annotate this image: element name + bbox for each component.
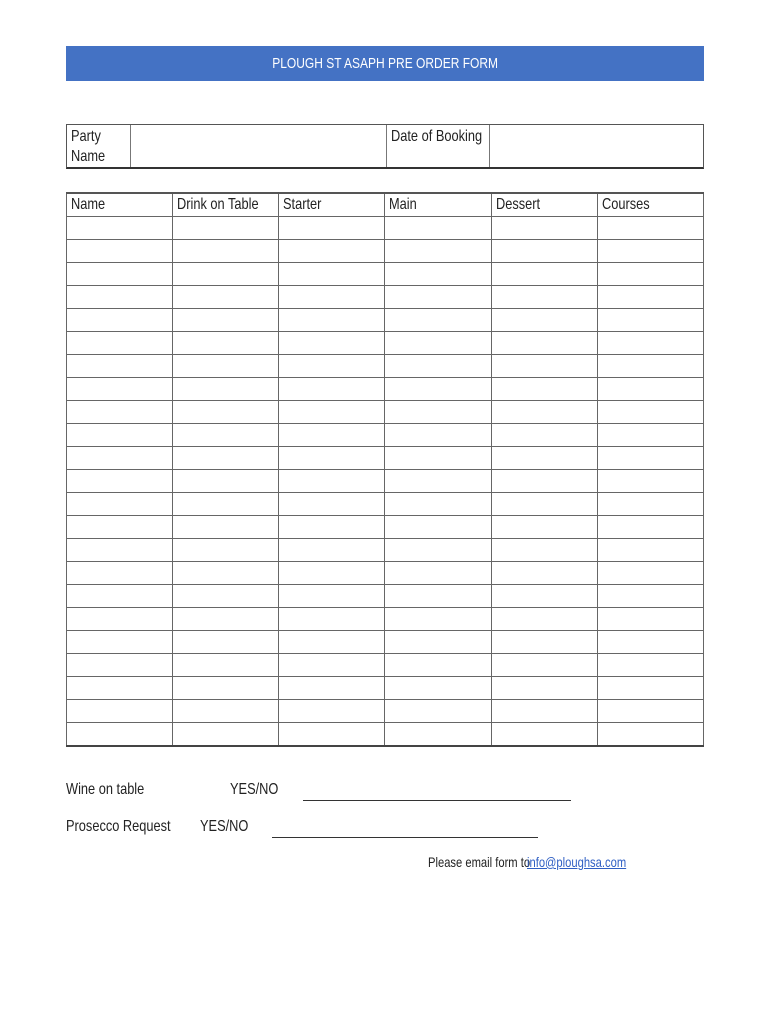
table-cell[interactable]: [173, 286, 279, 309]
column-header: [385, 193, 491, 217]
table-row: [67, 332, 704, 355]
column-header-label: Name: [71, 196, 106, 213]
table-cell[interactable]: [491, 217, 597, 240]
table-cell[interactable]: [491, 608, 597, 631]
table-cell[interactable]: [597, 332, 703, 355]
table-row: [67, 309, 704, 332]
table-cell[interactable]: [597, 378, 703, 401]
wine-label: Wine on table: [66, 781, 145, 798]
column-header: [597, 193, 703, 217]
table-cell[interactable]: [385, 378, 491, 401]
table-cell[interactable]: [385, 539, 491, 562]
prosecco-label: Prosecco Request: [66, 818, 171, 835]
table-cell[interactable]: [67, 263, 173, 286]
table-row: [67, 286, 704, 309]
table-cell[interactable]: [173, 424, 279, 447]
table-cell[interactable]: [491, 585, 597, 608]
table-cell[interactable]: [491, 631, 597, 654]
table-cell[interactable]: [385, 493, 491, 516]
table-row: [67, 240, 704, 263]
table-cell[interactable]: [385, 263, 491, 286]
table-cell[interactable]: [67, 447, 173, 470]
table-cell[interactable]: [173, 378, 279, 401]
table-cell[interactable]: [597, 585, 703, 608]
table-cell[interactable]: [67, 493, 173, 516]
column-header: [279, 193, 385, 217]
table-cell[interactable]: [173, 631, 279, 654]
table-cell[interactable]: [597, 562, 703, 585]
table-cell[interactable]: [385, 309, 491, 332]
email-link[interactable]: info@ploughsa.com: [527, 854, 627, 870]
table-row: [67, 631, 704, 654]
wine-notes-line[interactable]: [303, 800, 571, 801]
table-cell[interactable]: [173, 608, 279, 631]
table-cell[interactable]: [173, 332, 279, 355]
table-cell[interactable]: [279, 470, 385, 493]
table-cell[interactable]: [173, 516, 279, 539]
table-cell[interactable]: [279, 217, 385, 240]
table-cell[interactable]: [279, 332, 385, 355]
table-cell[interactable]: [491, 700, 597, 723]
email-prompt: Please email form to: [428, 854, 531, 870]
party-name-label: Party Name: [71, 128, 106, 165]
table-cell[interactable]: [385, 585, 491, 608]
table-cell[interactable]: [67, 309, 173, 332]
table-cell[interactable]: [67, 378, 173, 401]
table-cell[interactable]: [173, 355, 279, 378]
table-cell[interactable]: [279, 309, 385, 332]
table-cell[interactable]: [67, 401, 173, 424]
table-cell[interactable]: [385, 447, 491, 470]
table-row: [67, 539, 704, 562]
table-row: [67, 355, 704, 378]
table-cell[interactable]: [597, 723, 703, 747]
table-cell[interactable]: [491, 424, 597, 447]
form-title: PLOUGH ST ASAPH PRE ORDER FORM: [272, 55, 498, 72]
table-cell[interactable]: [597, 240, 703, 263]
table-cell[interactable]: [173, 217, 279, 240]
column-header: [173, 193, 279, 217]
table-cell[interactable]: [173, 539, 279, 562]
table-cell[interactable]: [385, 608, 491, 631]
table-cell[interactable]: [279, 700, 385, 723]
table-cell[interactable]: [67, 355, 173, 378]
table-cell[interactable]: [491, 378, 597, 401]
table-row: [67, 608, 704, 631]
table-cell[interactable]: [173, 723, 279, 747]
table-cell[interactable]: [597, 516, 703, 539]
table-cell[interactable]: [385, 355, 491, 378]
table-cell[interactable]: [173, 493, 279, 516]
table-cell[interactable]: [597, 493, 703, 516]
table-cell[interactable]: [491, 493, 597, 516]
table-cell[interactable]: [173, 447, 279, 470]
wine-yes-no[interactable]: YES/NO: [230, 781, 279, 798]
table-cell[interactable]: [597, 401, 703, 424]
table-row: [67, 493, 704, 516]
table-cell[interactable]: [67, 700, 173, 723]
table-cell[interactable]: [385, 723, 491, 747]
table-row: [67, 677, 704, 700]
table-cell[interactable]: [279, 516, 385, 539]
table-cell[interactable]: [279, 723, 385, 747]
table-cell[interactable]: [385, 562, 491, 585]
table-cell[interactable]: [279, 493, 385, 516]
table-cell[interactable]: [385, 217, 491, 240]
table-cell[interactable]: [173, 401, 279, 424]
column-header-label: Courses: [601, 196, 650, 213]
table-cell[interactable]: [385, 240, 491, 263]
table-cell[interactable]: [491, 286, 597, 309]
table-cell[interactable]: [67, 562, 173, 585]
table-cell[interactable]: [279, 677, 385, 700]
table-cell[interactable]: [597, 263, 703, 286]
table-cell[interactable]: [173, 240, 279, 263]
table-row: [67, 700, 704, 723]
table-cell[interactable]: [67, 654, 173, 677]
table-cell[interactable]: [279, 562, 385, 585]
table-cell[interactable]: [67, 286, 173, 309]
column-header-label: Dessert: [495, 196, 540, 213]
table-row: [67, 585, 704, 608]
table-cell[interactable]: [67, 332, 173, 355]
table-cell[interactable]: [597, 309, 703, 332]
column-header: [67, 193, 173, 217]
table-cell[interactable]: [67, 240, 173, 263]
table-cell[interactable]: [67, 217, 173, 240]
table-cell[interactable]: [597, 217, 703, 240]
table-cell[interactable]: [597, 654, 703, 677]
table-cell[interactable]: [279, 355, 385, 378]
table-cell[interactable]: [385, 700, 491, 723]
table-cell[interactable]: [67, 631, 173, 654]
table-cell[interactable]: [173, 470, 279, 493]
table-cell[interactable]: [597, 539, 703, 562]
table-cell[interactable]: [385, 332, 491, 355]
table-cell[interactable]: [67, 608, 173, 631]
table-row: [67, 516, 704, 539]
table-row: [67, 401, 704, 424]
table-cell[interactable]: [67, 677, 173, 700]
table-row: [67, 424, 704, 447]
date-of-booking-label: Date of Booking: [391, 128, 483, 145]
date-of-booking-field[interactable]: [490, 125, 703, 167]
table-cell[interactable]: [491, 654, 597, 677]
table-cell[interactable]: [385, 516, 491, 539]
table-cell[interactable]: [491, 447, 597, 470]
column-header-label: Starter: [283, 196, 322, 213]
table-cell[interactable]: [173, 585, 279, 608]
table-cell[interactable]: [67, 424, 173, 447]
table-cell[interactable]: [597, 286, 703, 309]
table-row: [67, 723, 704, 747]
table-row: [67, 378, 704, 401]
table-cell[interactable]: [279, 263, 385, 286]
table-cell[interactable]: [597, 470, 703, 493]
table-cell[interactable]: [173, 700, 279, 723]
table-cell[interactable]: [597, 677, 703, 700]
column-header-label: Drink on Table: [177, 196, 259, 213]
prosecco-yes-no[interactable]: YES/NO: [200, 818, 249, 835]
table-cell[interactable]: [173, 677, 279, 700]
table-cell[interactable]: [279, 539, 385, 562]
table-cell[interactable]: [491, 539, 597, 562]
table-cell[interactable]: [597, 631, 703, 654]
table-cell[interactable]: [491, 355, 597, 378]
table-cell[interactable]: [173, 654, 279, 677]
column-header-label: Main: [389, 196, 418, 213]
order-table: [66, 192, 704, 747]
table-cell[interactable]: [491, 677, 597, 700]
table-cell[interactable]: [491, 562, 597, 585]
table-cell[interactable]: [491, 723, 597, 747]
table-cell[interactable]: [173, 263, 279, 286]
table-cell[interactable]: [597, 700, 703, 723]
party-name-label-cell: [67, 125, 131, 167]
table-cell[interactable]: [279, 585, 385, 608]
column-header: [491, 193, 597, 217]
table-cell[interactable]: [597, 608, 703, 631]
table-cell[interactable]: [279, 401, 385, 424]
table-cell[interactable]: [279, 631, 385, 654]
table-row: [67, 654, 704, 677]
table-cell[interactable]: [279, 424, 385, 447]
table-cell[interactable]: [385, 424, 491, 447]
table-row: [67, 217, 704, 240]
table-cell[interactable]: [385, 286, 491, 309]
table-cell[interactable]: [67, 516, 173, 539]
table-cell[interactable]: [491, 516, 597, 539]
table-cell[interactable]: [385, 677, 491, 700]
table-row: [67, 562, 704, 585]
table-cell[interactable]: [279, 608, 385, 631]
table-cell[interactable]: [385, 654, 491, 677]
table-cell[interactable]: [385, 631, 491, 654]
table-cell[interactable]: [491, 470, 597, 493]
table-row: [67, 263, 704, 286]
table-cell[interactable]: [279, 240, 385, 263]
form-title-banner: [66, 46, 704, 81]
table-cell[interactable]: [491, 332, 597, 355]
table-cell[interactable]: [279, 447, 385, 470]
table-cell[interactable]: [173, 309, 279, 332]
table-cell[interactable]: [173, 562, 279, 585]
table-cell[interactable]: [279, 654, 385, 677]
table-cell[interactable]: [597, 355, 703, 378]
table-cell[interactable]: [67, 585, 173, 608]
table-cell[interactable]: [491, 240, 597, 263]
table-row: [67, 447, 704, 470]
table-cell[interactable]: [385, 401, 491, 424]
table-cell[interactable]: [385, 470, 491, 493]
table-cell[interactable]: [67, 539, 173, 562]
table-cell[interactable]: [279, 286, 385, 309]
party-name-field[interactable]: [131, 125, 387, 167]
party-details: [66, 124, 704, 169]
table-cell[interactable]: [491, 401, 597, 424]
table-cell[interactable]: [491, 309, 597, 332]
table-cell[interactable]: [491, 263, 597, 286]
prosecco-notes-line[interactable]: [272, 837, 538, 838]
date-label-cell: [387, 125, 490, 167]
table-cell[interactable]: [597, 424, 703, 447]
table-cell[interactable]: [67, 723, 173, 747]
table-cell[interactable]: [597, 447, 703, 470]
table-cell[interactable]: [279, 378, 385, 401]
table-row: [67, 470, 704, 493]
table-cell[interactable]: [67, 470, 173, 493]
